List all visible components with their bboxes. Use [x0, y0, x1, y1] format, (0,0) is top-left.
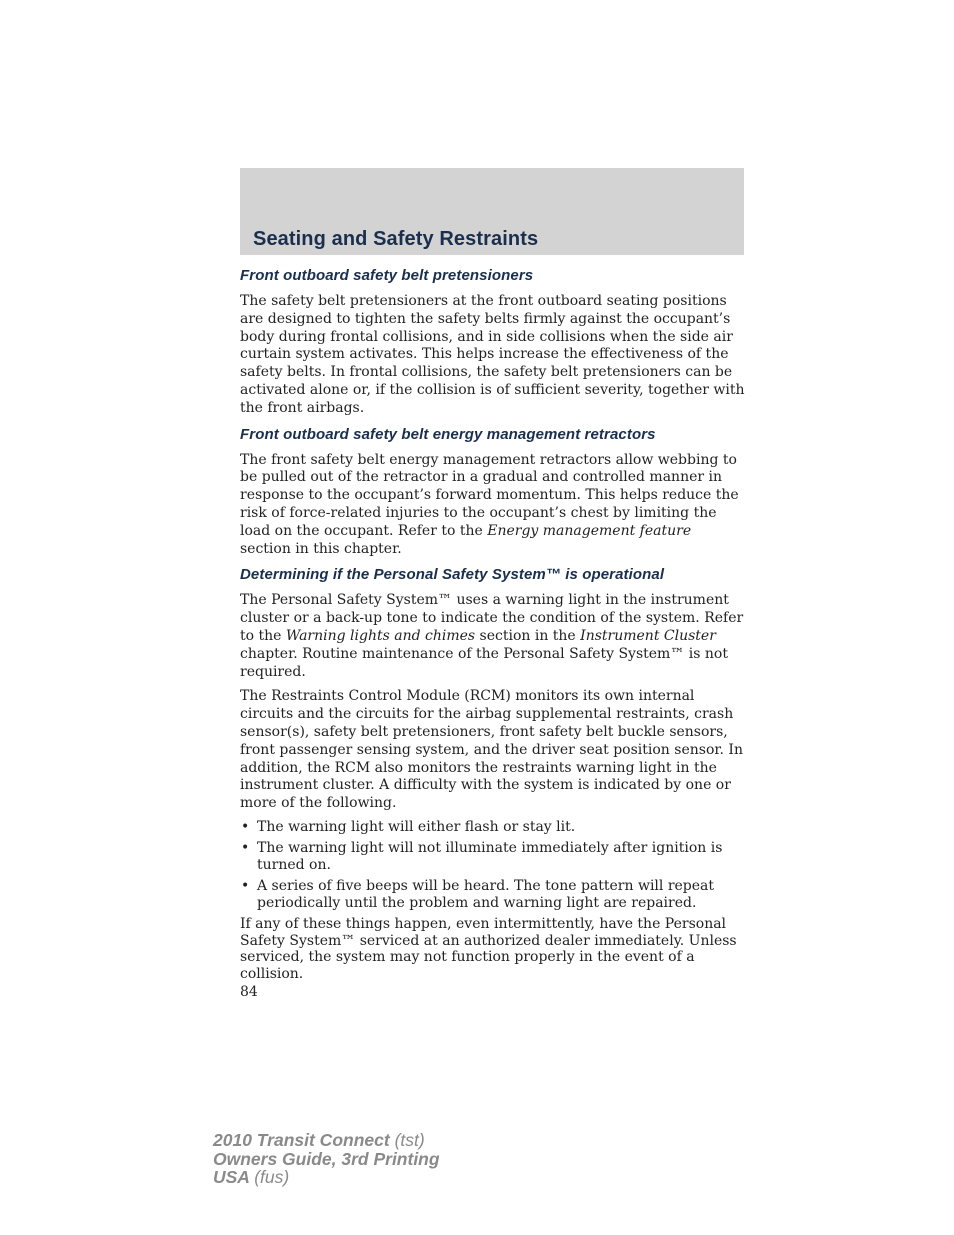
- section-title: Seating and Safety Restraints: [253, 228, 539, 250]
- footer-line-guide: Owners Guide, 3rd Printing: [213, 1148, 440, 1169]
- footer-line-market: [213, 1168, 440, 1187]
- text-segment: chapter. Routine maintenance of the Personal Safety System™ is not required.: [240, 645, 728, 680]
- list-item: [240, 819, 746, 836]
- paragraph-pretensioners: The safety belt pretensioners at the front outboard seating positions are designed to tighten the safety belts firmly against the occupant’s body during frontal collisions, and in side collisions when the side air curtain system activates. This helps increase the effectiveness of the safety belts. In frontal collisions, the safety belt pretensioners can be activated alone or, if the collision is of sufficient severity, together with the front airbags.: [240, 293, 745, 416]
- reference-energy-management: Energy management feature: [487, 522, 692, 539]
- paragraph-energy-management: [240, 452, 746, 559]
- footer-model: 2010 Transit Connect: [213, 1130, 390, 1150]
- footer-line-model: [213, 1131, 440, 1150]
- page-number: 84: [240, 984, 258, 1001]
- footer-model-code: (tst): [394, 1130, 425, 1150]
- list-item-text: The warning light will not illuminate immediately after ignition is turned on.: [257, 840, 723, 873]
- paragraph-pss-warning: [240, 592, 746, 681]
- list-item-text: A series of five beeps will be heard. The tone pattern will repeat periodically until the problem and warning light are repaired.: [257, 878, 715, 911]
- bullet-list: [240, 819, 746, 912]
- text-segment: The front safety belt energy management retractors allow webbing to be pulled out of the retractor in a gradual and controlled manner in response to the occupant’s forward momentum. This helps reduce the risk of force-related injuries to the occupant’s chest by limiting the load on the occupant. Refer to the: [240, 451, 739, 539]
- paragraph-service: If any of these things happen, even intermittently, have the Personal Safety System™ serviced at an authorized dealer immediately. Unless serviced, the system may not function properly in the event of a collision.: [240, 916, 737, 982]
- paragraph-rcm: The Restraints Control Module (RCM) monitors its own internal circuits and the circuits for the airbag supplemental restraints, crash sensor(s), safety belt pretensioners, front safety belt buckle sensors, front passenger sensing system, and the driver seat position sensor. In addition, the RCM also monitors the restraints warning light in the instrument cluster. A difficulty with the system is indicated by one or more of the following.: [240, 688, 743, 812]
- footer-market: USA: [213, 1167, 250, 1187]
- document-footer: [213, 1131, 440, 1187]
- bullet-icon: •: [241, 818, 250, 835]
- list-item-text: The warning light will either flash or stay lit.: [257, 818, 576, 835]
- bullet-icon: •: [241, 840, 250, 857]
- heading-pss-operational: Determining if the Personal Safety System™ is operational: [240, 566, 665, 584]
- list-item: [240, 878, 746, 911]
- reference-warning-lights: Warning lights and chimes: [285, 627, 476, 644]
- section-header-band: [240, 168, 744, 255]
- text-segment: section in this chapter.: [240, 540, 402, 557]
- text-segment: The Personal Safety System™ uses a warning light in the instrument cluster or a back-up tone to indicate the condition of the system. Refer to the: [240, 592, 744, 644]
- page-content: [240, 266, 746, 1002]
- heading-energy-management: Front outboard safety belt energy management retractors: [240, 425, 656, 443]
- list-item: [240, 840, 746, 873]
- heading-pretensioners: Front outboard safety belt pretensioners: [240, 267, 534, 284]
- bullet-icon: •: [241, 878, 250, 895]
- footer-market-code: (fus): [254, 1167, 290, 1187]
- reference-instrument-cluster: Instrument Cluster: [580, 627, 716, 644]
- text-segment: section in the: [475, 627, 581, 644]
